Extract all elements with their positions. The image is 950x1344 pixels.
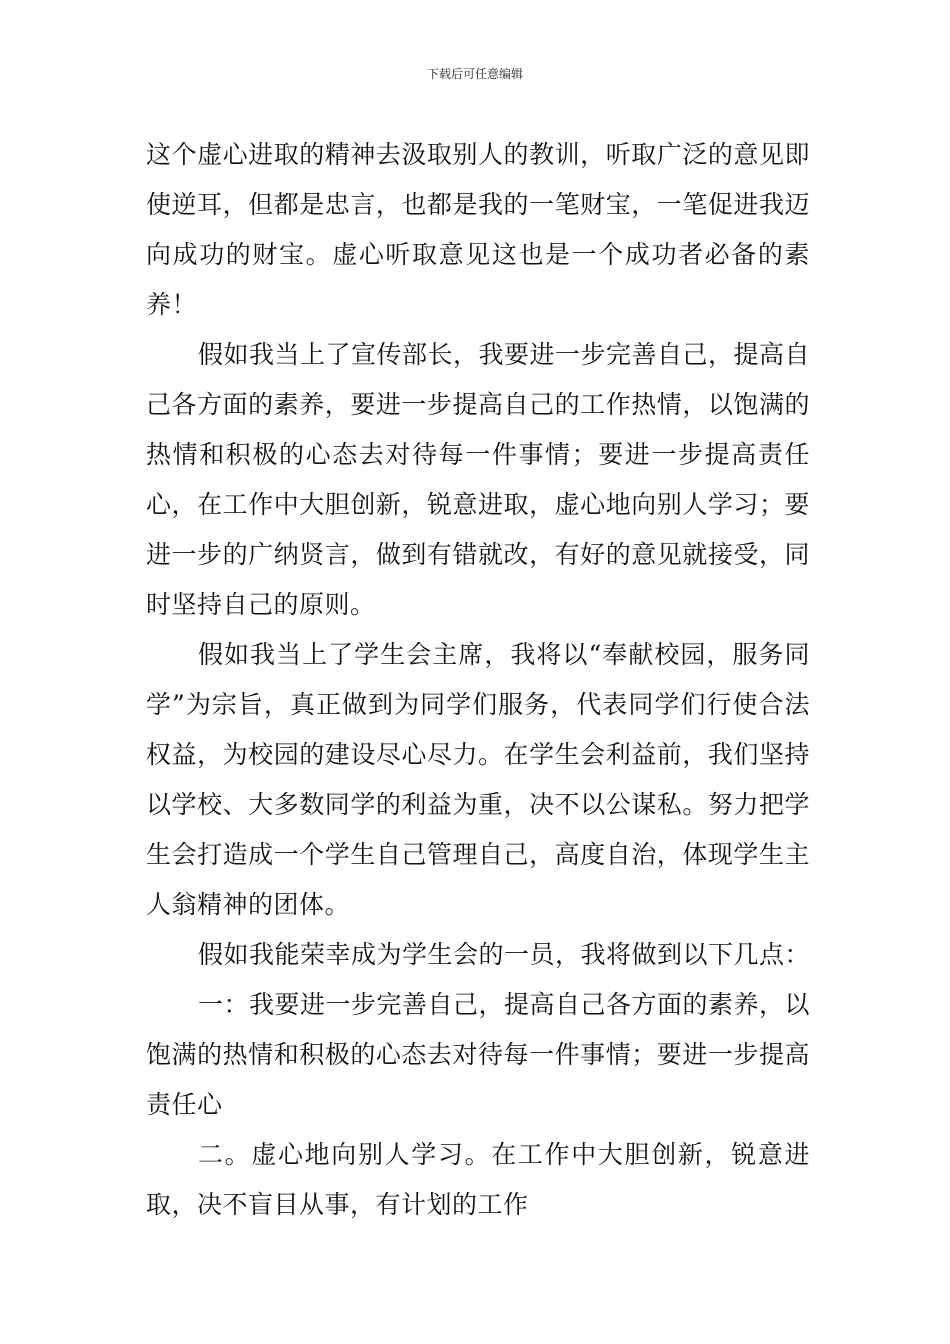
paragraph-1: 这个虚心进取的精神去汲取别人的教训，听取广泛的意见即使逆耳，但都是忠言，也都是我的一笔财宝，一笔促进我迈向成功的财宝。虚心听取意见这也是一个成功者必备的素养！ [146,140,810,319]
page-header: 下载后可任意编辑 [426,67,523,81]
paragraph-4: 假如我能荣幸成为学生会的一员，我将做到以下几点： [198,940,811,969]
paragraph-2: 假如我当上了宣传部长，我要进一步完善自己，提高自己各方面的素养，要进一步提高自己的工作热情，以饱满的热情和积极的心态去对待每一件事情；要进一步提高责任心，在工作中大胆创新，锐意进取，虚心地向别人学习；要进一步的广纳贤言，做到有错就改，有好的意见就接受，同时坚持自己的原则。 [146,340,811,619]
paragraph-6: 二。虚心地向别人学习。在工作中大胆创新，锐意进取，决不盲目从事，有计划的工作 [146,1140,810,1219]
paragraph-3: 假如我当上了学生会主席，我将以“奉献校园，服务同学”为宗旨，真正做到为同学们服务，代表同学们行使合法权益，为校园的建设尽心尽力。在学生会利益前，我们坚持以学校、大多数同学的利益为重，决不以公谋私。努力把学生会打造成一个学生自己管理自己，高度自治，体现学生主人翁精神的团体。 [146,640,810,919]
document-body [146,130,810,1230]
paragraph-5: 一：我要进一步完善自己，提高自己各方面的素养，以饱满的热情和积极的心态去对待每一件事情；要进一步提高责任心 [146,990,811,1119]
